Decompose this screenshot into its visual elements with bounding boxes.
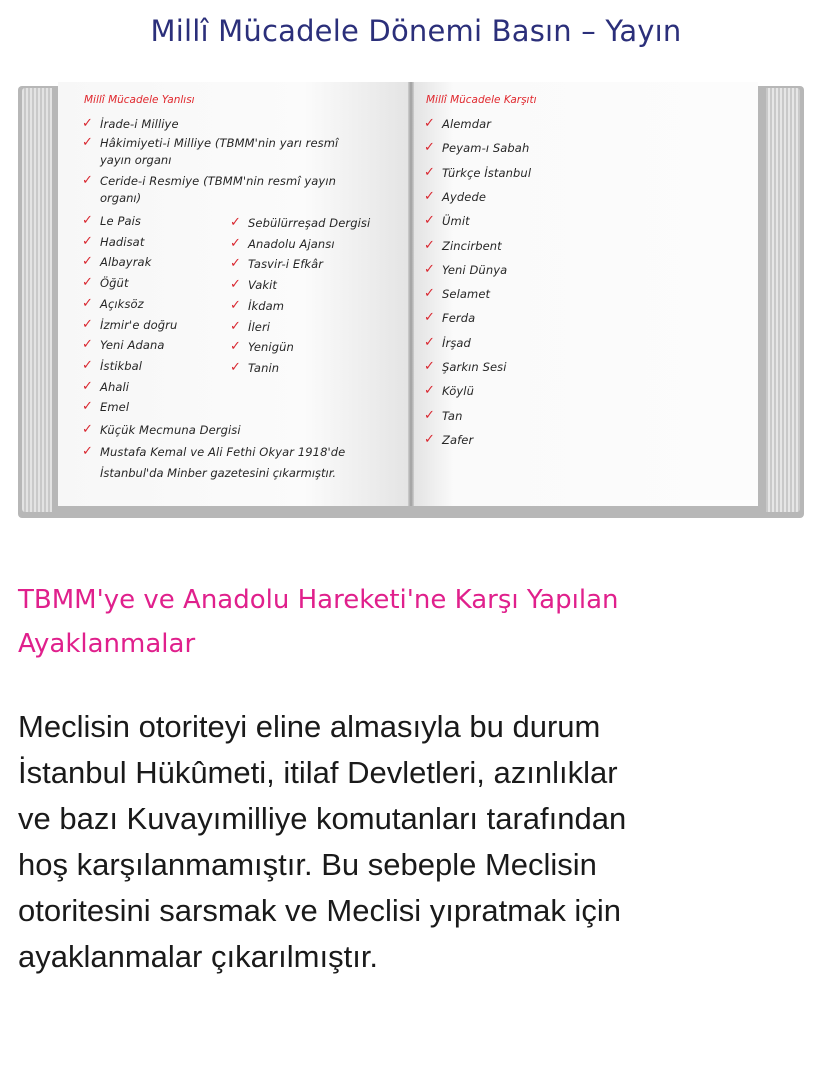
list-item-label: Ahali [100,379,130,394]
checkmark-icon: ✓ [230,359,241,375]
list-item-label: Zafer [442,432,474,447]
list-item [424,211,470,231]
checkmark-icon: ✓ [424,407,435,423]
list-item [82,114,179,134]
list-item [424,357,507,377]
list-item-label: Ümit [442,214,470,229]
checkmark-icon: ✓ [230,256,241,272]
list-item-label: İleri [248,319,271,334]
list-item-label: Tan [442,408,463,423]
body-line: hoş karşılanmamıştır. Bu sebeple Meclisin [18,847,597,882]
checkmark-icon: ✓ [82,295,93,311]
list-item-label: Yeni Dünya [442,262,508,277]
book-spine [408,82,414,506]
list-item [82,273,129,293]
list-item-label: İstikbal [100,358,143,373]
list-item-label: Le Pais [100,214,142,228]
body-line: İstanbul Hükûmeti, itilaf Devletleri, azınlıklar [18,755,618,790]
checkmark-icon: ✓ [424,310,435,326]
list-item [82,397,129,417]
list-item [230,317,270,337]
list-item [424,284,490,304]
body-paragraph [18,704,808,980]
list-item [82,335,165,355]
list-item-label: Türkçe İstanbul [442,165,532,180]
checkmark-icon: ✓ [230,339,241,355]
book-right-page [412,82,758,506]
list-item-label: Hadisat [100,234,145,249]
open-book-illustration [18,80,804,520]
list-item-label: Şarkın Sesi [442,360,507,374]
list-item-label: Küçük Mecmuna Dergisi [100,423,241,437]
checkmark-icon: ✓ [424,213,435,229]
list-item-label: Açıksöz [100,296,144,311]
checkmark-icon: ✓ [424,359,435,374]
list-item [82,356,142,376]
list-item [424,260,507,280]
list-item [230,275,277,295]
checkmark-icon: ✓ [82,116,93,131]
right-page-heading: Millî Mücadele Karşıtı [426,94,537,106]
list-item-label: Vakit [248,278,278,293]
list-item-label: Köylü [442,384,474,399]
checkmark-icon: ✓ [82,357,93,373]
list-item-label: Zincirbent [442,238,502,253]
list-item [424,333,471,353]
list-item-label: İzmir'e doğru [100,317,178,332]
list-item [82,315,177,335]
checkmark-icon: ✓ [82,233,93,249]
list-item-label: İrade-i Milliye [100,117,179,131]
list-item-label: İkdam [248,298,285,313]
body-line: otoritesini sarsmak ve Meclisi yıpratmak için [18,893,621,928]
list-item [424,138,529,158]
list-item-label: Tasvir-i Efkâr [248,257,324,272]
checkmark-icon: ✓ [230,277,241,293]
checkmark-icon: ✓ [424,334,435,350]
checkmark-icon: ✓ [230,318,241,334]
checkmark-icon: ✓ [82,173,93,188]
list-item [424,114,491,134]
checkmark-icon: ✓ [424,164,435,180]
list-item-label: Ferda [442,311,476,326]
list-item-label: Anadolu Ajansı [248,236,335,251]
list-item-label: Hâkimiyeti-i Milliye (TBMM'nin yarı resmî [100,136,339,150]
list-item-label: Peyam-ı Sabah [442,141,530,156]
checkmark-icon: ✓ [82,254,93,270]
list-item [424,430,473,450]
list-item [82,420,241,440]
list-item-label: Yeni Adana [100,338,165,353]
list-item-label: Albayrak [100,255,152,270]
list-item [82,232,144,252]
checkmark-icon: ✓ [424,261,435,277]
book-page-edges-right [766,88,800,512]
checkmark-icon: ✓ [230,235,241,251]
list-item-continuation: İstanbul'da Minber gazetesini çıkarmıştır. [100,466,337,480]
list-item-continuation: organı) [100,191,142,205]
list-item [230,213,370,233]
checkmark-icon: ✓ [82,316,93,332]
list-item [82,442,345,462]
list-item [230,358,279,378]
checkmark-icon: ✓ [82,135,93,150]
list-item-label: İrşad [442,335,471,350]
list-item [424,308,475,328]
checkmark-icon: ✓ [82,399,93,415]
checkmark-icon: ✓ [424,116,435,131]
checkmark-icon: ✓ [82,213,93,228]
checkmark-icon: ✓ [82,337,93,353]
checkmark-icon: ✓ [82,444,93,459]
list-item-label: Ceride-i Resmiye (TBMM'nin resmî yayın [100,174,337,188]
list-item-label: Mustafa Kemal ve Ali Fethi Okyar 1918'de [100,445,346,459]
book-left-page [58,82,410,506]
list-item [424,187,486,207]
section-heading-line-2: Ayaklanmalar [18,629,196,659]
list-item-label: Emel [100,400,130,415]
list-item [230,234,335,254]
section-heading-line-1: TBMM'ye ve Anadolu Hareketi'ne Karşı Yapılan [18,585,619,615]
checkmark-icon: ✓ [424,188,435,204]
checkmark-icon: ✓ [424,286,435,302]
checkmark-icon: ✓ [424,383,435,399]
list-item-label: Öğüt [100,276,129,291]
list-item [230,254,323,274]
left-page-heading: Millî Mücadele Yanlısı [84,94,195,106]
list-item-label: Sebülürreşad Dergisi [248,216,371,230]
checkmark-icon: ✓ [82,275,93,291]
list-item [82,377,129,397]
list-item [82,252,151,272]
list-item-label: Alemdar [442,117,492,131]
list-item [424,236,502,256]
checkmark-icon: ✓ [424,431,435,447]
body-line: ayaklanmalar çıkarılmıştır. [18,939,379,974]
list-item [230,337,294,357]
checkmark-icon: ✓ [82,422,93,437]
checkmark-icon: ✓ [230,215,241,230]
body-line: Meclisin otoriteyi eline almasıyla bu durum [18,709,601,744]
list-item [82,294,144,314]
list-item-label: Tanin [248,360,280,375]
list-item-label: Selamet [442,287,491,302]
list-item [82,211,141,231]
list-item [424,163,531,183]
list-item [230,296,284,316]
checkmark-icon: ✓ [424,237,435,253]
list-item [424,381,474,401]
checkmark-icon: ✓ [424,140,435,156]
checkmark-icon: ✓ [230,297,241,313]
section-heading [18,578,798,666]
page-title: Millî Mücadele Dönemi Basın – Yayın [150,14,682,48]
body-line: ve bazı Kuvayımilliye komutanları tarafından [18,801,627,836]
list-item [424,406,462,426]
checkmark-icon: ✓ [82,378,93,394]
list-item-label: Aydede [442,189,487,204]
book-page-edges-left [22,88,52,512]
list-item-label: Yenigün [248,340,294,355]
list-item-continuation: yayın organı [100,153,172,167]
